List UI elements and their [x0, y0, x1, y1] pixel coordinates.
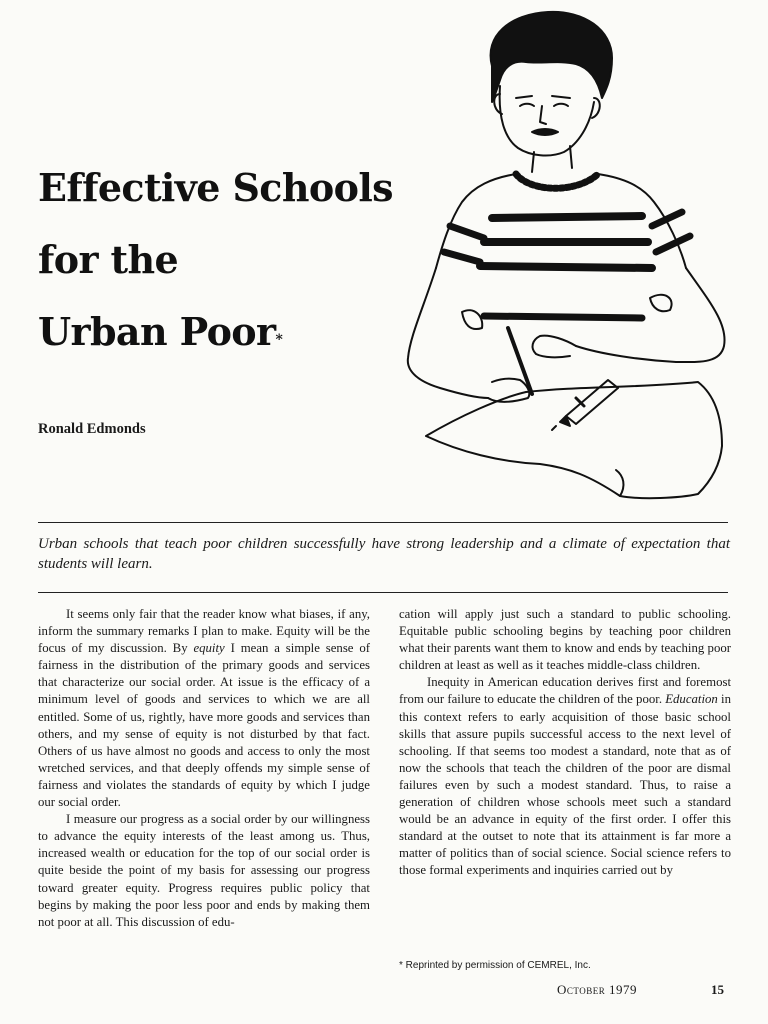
right-p2-text-b: in this context refers to early acquisition of those basic school skills that assure pupils successful access to the next level of schooling. If that seems too modest a standard, note that as of now the schools that teach the children of the poor are dismal failures even by such a modest standard. Thus, to raise a generation of children whose schools meet such a standard would be an advance in equity of the first order. I offer this standard at the outset to note that its attainment is far more a matter of politics than of social science. Social science refers to those formal experiments and inquiries carried out by	[399, 692, 731, 878]
title-line-2: for the	[38, 237, 179, 282]
right-paragraph-1: cation will apply just such a standard to public schooling. Equitable public schooling begins by teaching poor children what their parents want them to know and ends by teaching poor children at least as well as it teaches middle-class children.	[399, 607, 731, 673]
right-p2-emphasis: Education	[665, 692, 718, 707]
left-p1-text-b: I mean a simple sense of fairness in the distribution of the primary goods and services that characterize our social order. At issue is the efficacy of a minimum level of goods and services to which we are all entitled. Some of us, rightly, have more goods and services than others, and my sense of equity is not disturbed by that fact. Others of us have almost no goods and access to only the most wretched services, and that deeply offends my simple sense of fairness and violates the standards of equity by which I judge our social order.	[38, 641, 370, 810]
article-title	[38, 152, 393, 368]
left-paragraph-1	[38, 606, 370, 811]
bottom-divider	[38, 592, 728, 593]
title-footnote-mark: *	[275, 332, 283, 348]
right-paragraph-2	[399, 674, 731, 879]
body-column-left	[38, 606, 370, 931]
left-paragraph-2: I measure our progress as a social order by our willingness to advance the equity interests of the least among us. Thus, increased wealth or education for the top of our social order is quite beside the point of my basis for assessing our progress toward greater equity. Progress requires public policy that begins by making the poor less poor and ends by making them not poor at all. This discussion of edu-	[38, 812, 370, 929]
author-name: Ronald Edmonds	[38, 421, 146, 437]
left-p1-text-a: It seems only fair that the reader know what biases, if any, inform the summary remarks I plan to make. Equity will be the focus of my discussion. By	[38, 607, 370, 656]
title-line-1: Effective Schools	[38, 165, 393, 210]
footnote: * Reprinted by permission of CEMREL, Inc.	[399, 960, 591, 971]
right-p2-text-a: Inequity in American education derives first and foremost from our failure to educate the children of the poor.	[399, 675, 731, 707]
article-abstract: Urban schools that teach poor children successfully have strong leadership and a climate of expectation that students will learn.	[38, 536, 730, 572]
left-p1-emphasis: equity	[193, 641, 225, 656]
issue-date: October 1979	[557, 982, 637, 997]
body-column-right	[399, 606, 731, 880]
student-writing-illustration	[380, 6, 740, 504]
page-number: 15	[711, 982, 724, 997]
top-divider	[38, 522, 728, 523]
title-line-3-text: Urban Poor	[38, 309, 276, 354]
title-line-3	[38, 296, 393, 368]
